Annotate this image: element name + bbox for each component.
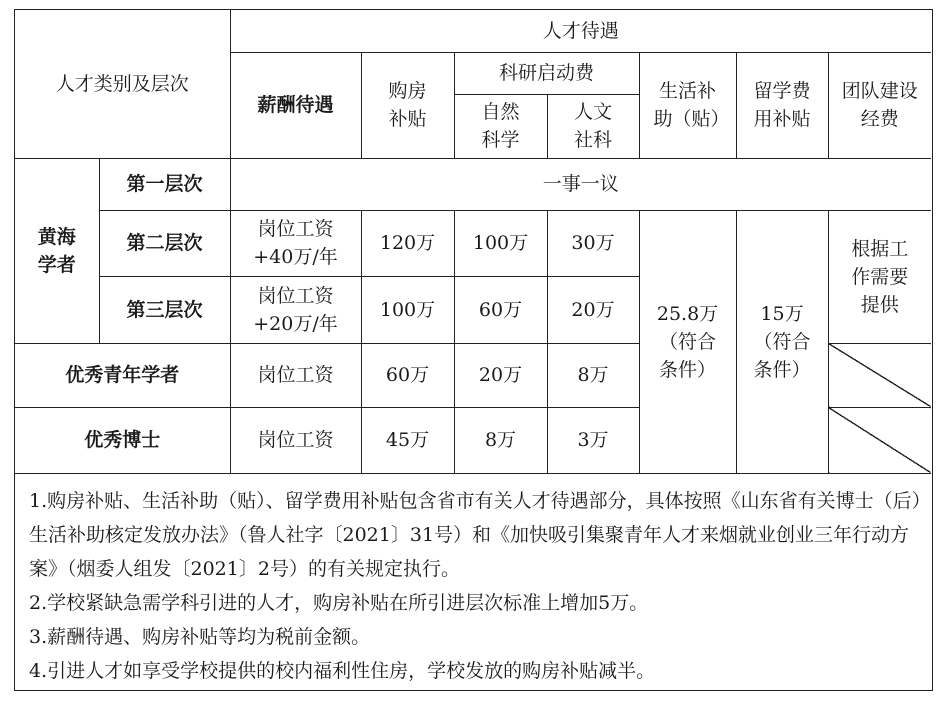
phd-team-empty-cell [828,407,931,473]
header-humanities: 人文社科 [547,94,639,158]
phd-housing: 45万 [361,407,454,473]
note-3: 3.薪酬待遇、购房补贴等均为税前金额。 [29,626,371,648]
level3-salary: 岗位工资+20万/年 [230,276,361,343]
note-4: 4.引进人才如享受学校提供的校内福利性住房，学校发放的购房补贴减半。 [29,660,656,682]
row-level2: 第二层次 [99,210,230,276]
level1-value: 一事一议 [230,158,931,210]
level3-housing: 100万 [361,276,454,343]
header-research: 科研启动费 [454,52,639,94]
header-housing: 购房补贴 [361,52,454,158]
youth-natural: 20万 [454,343,547,407]
living-subsidy-value: 25.8万（符合条件） [639,210,736,473]
header-category-level: 人才类别及层次 [15,10,230,158]
header-salary: 薪酬待遇 [230,52,361,158]
row-level3: 第三层次 [99,276,230,343]
level2-natural: 100万 [454,210,547,276]
header-talent-treatment: 人才待遇 [230,10,931,52]
youth-salary: 岗位工资 [230,343,361,407]
row-outstanding-young-scholar: 优秀青年学者 [15,343,230,407]
row-huanghai-scholar: 黄海学者 [15,158,99,343]
youth-humanities: 8万 [547,343,639,407]
study-abroad-value: 15万（符合条件） [736,210,828,473]
level3-natural: 60万 [454,276,547,343]
note-2: 2.学校紧缺急需学科引进的人才，购房补贴在所引进层次标准上增加5万。 [29,592,649,614]
header-living: 生活补助（贴） [639,52,736,158]
level2-salary: 岗位工资+40万/年 [230,210,361,276]
level2-housing: 120万 [361,210,454,276]
phd-natural: 8万 [454,407,547,473]
phd-humanities: 3万 [547,407,639,473]
level2-humanities: 30万 [547,210,639,276]
youth-team-empty-cell [828,343,931,407]
phd-salary: 岗位工资 [230,407,361,473]
team-value: 根据工作需要提供 [828,210,931,343]
level3-humanities: 20万 [547,276,639,343]
policy-document [14,9,933,691]
row-level1: 第一层次 [99,158,230,210]
header-natural-sci: 自然科学 [454,94,547,158]
notes-section [29,484,929,688]
row-outstanding-phd: 优秀博士 [15,407,230,473]
header-team: 团队建设经费 [828,52,931,158]
youth-housing: 60万 [361,343,454,407]
header-study-abroad: 留学费用补贴 [736,52,828,158]
note-1: 1.购房补贴、生活补助（贴）、留学费用补贴包含省市有关人才待遇部分，具体按照《山东省有关博士（后）生活补助核定发放办法》（鲁人社字〔2021〕31号）和《加快吸引集聚青年人才来烟就业创业三年行动方案》（烟委人组发〔2021〕2号）的有关规定执行。 [29,490,922,580]
talent-treatment-table [15,10,931,474]
